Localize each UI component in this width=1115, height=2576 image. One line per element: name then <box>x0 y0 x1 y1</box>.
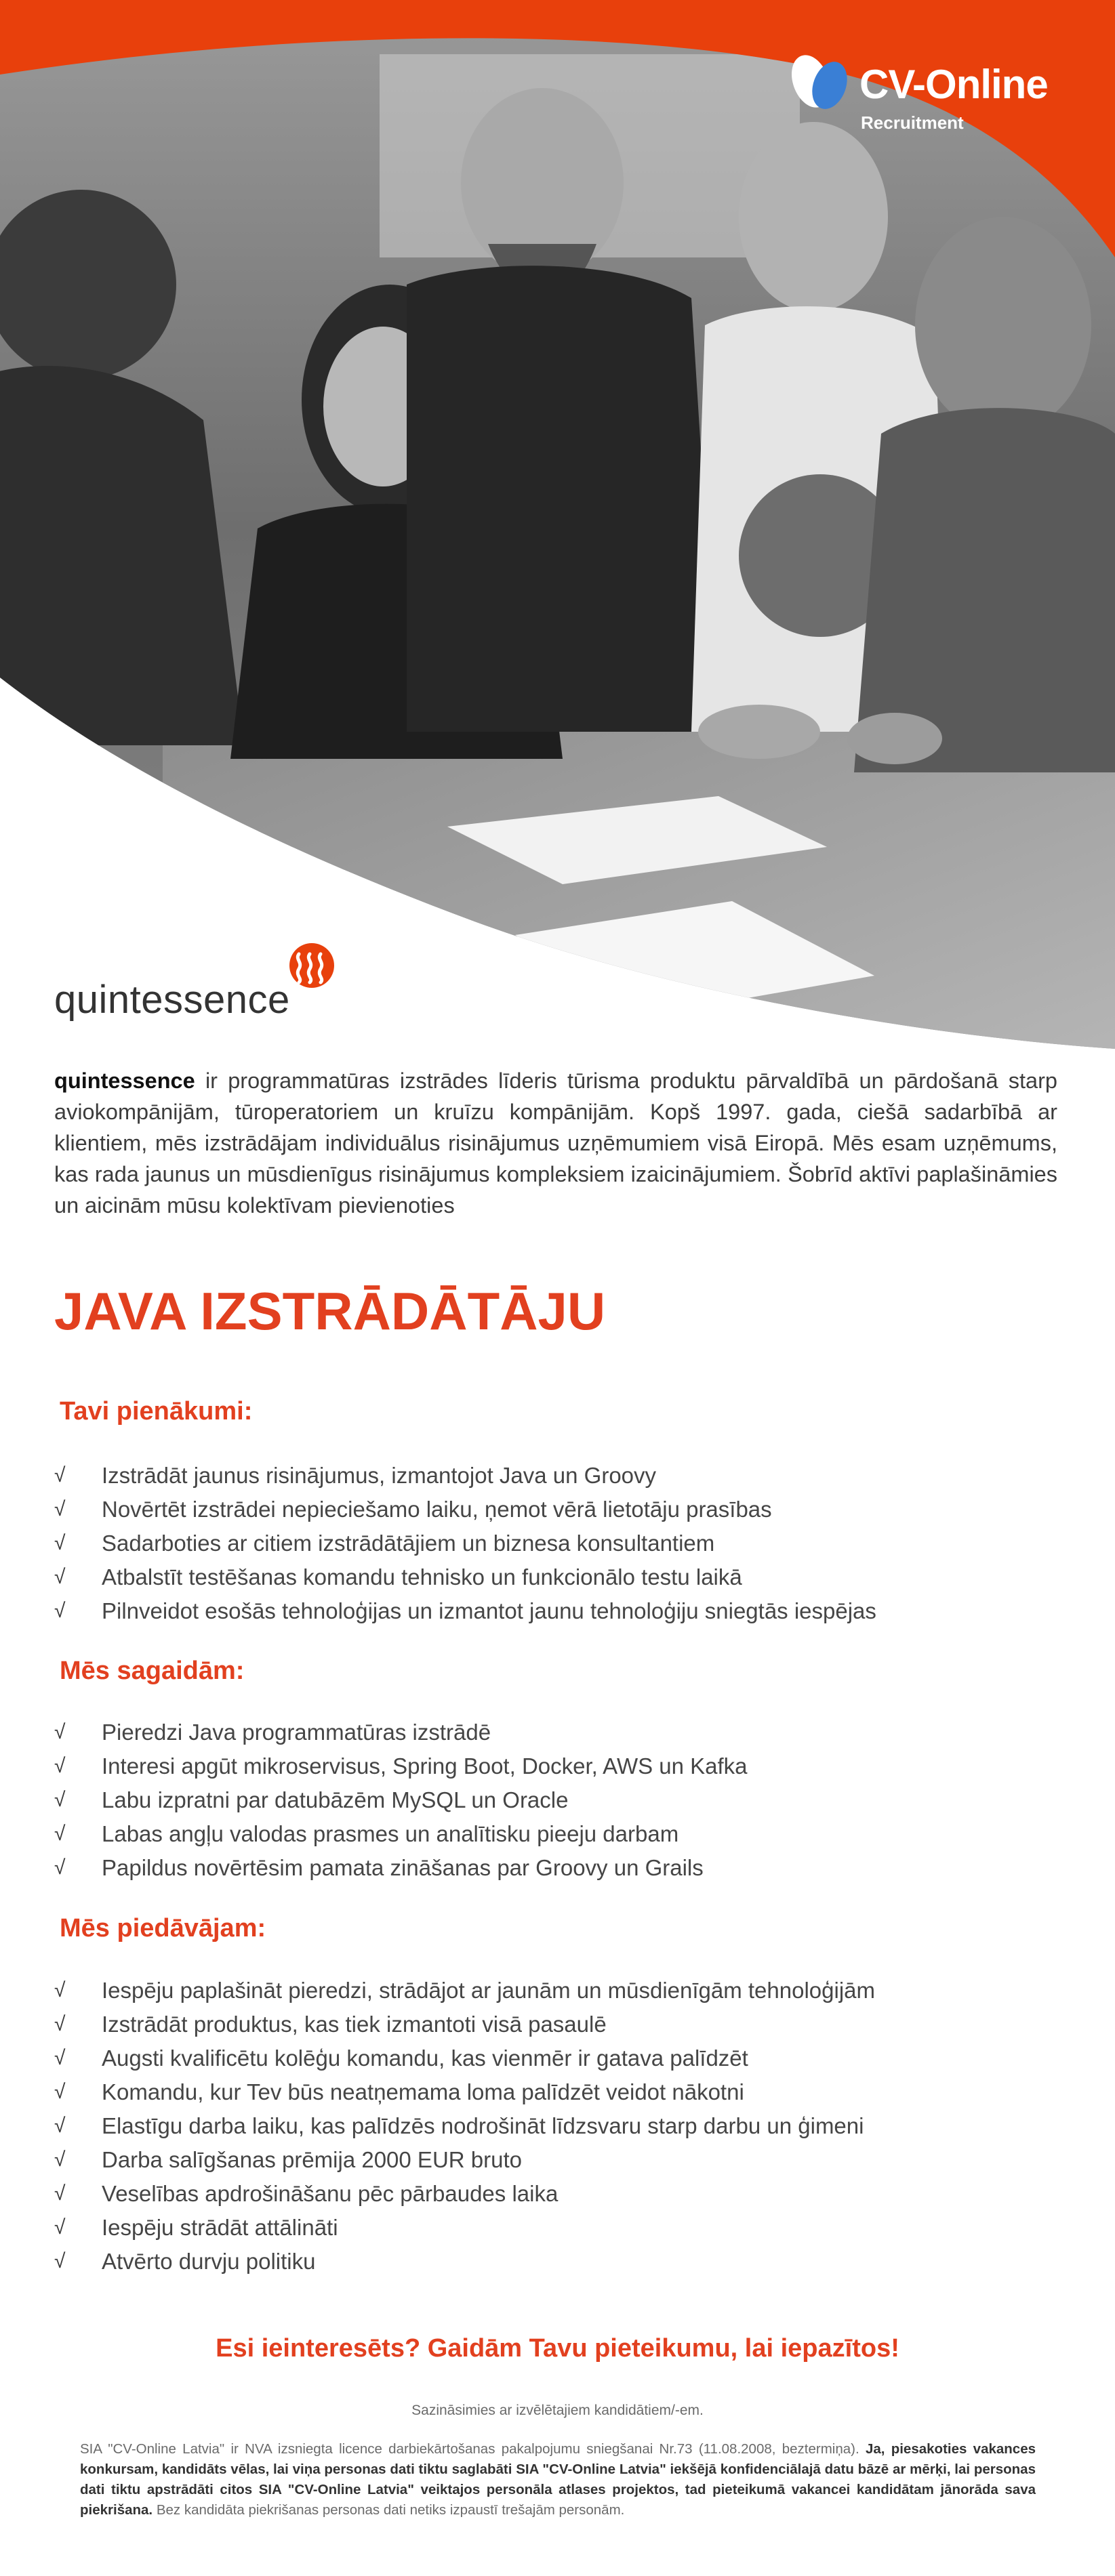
check-icon: √ <box>54 2047 66 2069</box>
check-icon: √ <box>54 1721 66 1743</box>
section-heading-offer: Mēs piedāvājam: <box>60 1914 266 1943</box>
quintessence-logo <box>54 942 380 1030</box>
check-icon: √ <box>54 2115 66 2137</box>
check-icon: √ <box>54 1464 66 1487</box>
check-icon: √ <box>54 1823 66 1845</box>
job-title: JAVA IZSTRĀDĀTĀJU <box>54 1281 606 1341</box>
list-item: √ Izstrādāt jaunus risinājumus, izmantojot Java un Groovy <box>54 1459 1071 1493</box>
hero-banner <box>0 0 1115 1057</box>
list-item: √ Veselības apdrošināšanu pēc pārbaudes laika <box>54 2177 1071 2211</box>
legal-license-text: SIA "CV-Online Latvia" ir NVA izsniegta licence darbiekārtošanas pakalpojumu sniegšanai Nr.73 (11.08.2008, beztermiņa). <box>80 2441 866 2457</box>
list-item: √ Elastīgu darba laiku, kas palīdzēs nodrošināt līdzsvaru starp darbu un ģimeni <box>54 2109 1071 2143</box>
list-item: √ Iespēju paplašināt pieredzi, strādājot ar jaunām un mūsdienīgām tehnoloģijām <box>54 1974 1071 2008</box>
list-item: √ Darba salīgšanas prēmija 2000 EUR bruto <box>54 2143 1071 2177</box>
cv-online-subtitle: Recruitment <box>861 112 964 133</box>
call-to-action: Esi ieinteresēts? Gaidām Tavu pieteikumu, lai iepazītos! <box>216 2334 899 2363</box>
list-item: √ Izstrādāt produktus, kas tiek izmantoti visā pasaulē <box>54 2008 1071 2041</box>
list-item: √ Sadarboties ar citiem izstrādātājiem un biznesa konsultantiem <box>54 1526 1071 1560</box>
list-item: √ Augsti kvalificētu kolēģu komandu, kas vienmēr ir gatava palīdzēt <box>54 2041 1071 2075</box>
hero-graphic <box>0 0 1115 1057</box>
list-item: √ Labu izpratni par datubāzēm MySQL un Oracle <box>54 1783 1071 1817</box>
section-heading-duties: Tavi pienākumi: <box>60 1397 253 1426</box>
requirements-list <box>54 1716 1071 1885</box>
legal-consent-text: Ja, piesakoties vakances konkursam, kandidāts vēlas, lai viņa personas dati tiktu saglabāti SIA "CV-Online Latvia" iekšējā konfidenciālajā datu bāzē ar mērķi, lai personas dati tiktu apstrādāti citos SIA "CV-Online Latvia" veiktajos personāla atlases projektos, tad pieteikumā vakancei kandidātam jānorāda sava piekrišana. <box>80 2441 1036 2518</box>
company-intro-text: ir programmatūras izstrādes līderis tūrisma produktu pārvaldībā un pārdošanā starp aviokompānijām, tūroperatoriem un kruīzu kompānijām. Kopš 1997. gada, ciešā sadarbībā ar klientiem, mēs izstrādājam individuālus risinājumus uzņēmumiem visā Eiropā. Mēs esam uzņēmums, kas rada jaunus un mūsdienīgus risinājumus kompleksiem izaicinājumiem. Šobrīd aktīvi paplašināmies un aicinām mūsu kolektīvam pievienoties <box>54 1068 1057 1218</box>
offer-list <box>54 1974 1071 2279</box>
check-icon: √ <box>54 2081 66 2103</box>
list-item: √ Atbalstīt testēšanas komandu tehnisko un funkcionālo testu laikā <box>54 1560 1071 1594</box>
check-icon: √ <box>54 1856 66 1879</box>
check-icon: √ <box>54 2013 66 2035</box>
list-item: √ Pieredzi Java programmatūras izstrādē <box>54 1716 1071 1749</box>
contact-note: Sazināsimies ar izvēlētajiem kandidātiem/-em. <box>411 2403 704 2418</box>
list-item: √ Labas angļu valodas prasmes un analītisku pieeju darbam <box>54 1817 1071 1851</box>
cv-online-logo-icon <box>786 47 854 115</box>
list-item: √ Komandu, kur Tev būs neatņemama loma palīdzēt veidot nākotni <box>54 2075 1071 2109</box>
company-name: quintessence <box>54 1068 195 1093</box>
list-item: √ Iespēju strādāt attālināti <box>54 2211 1071 2245</box>
check-icon: √ <box>54 1755 66 1777</box>
duties-list <box>54 1459 1071 1628</box>
check-icon: √ <box>54 1532 66 1554</box>
company-intro <box>54 1065 1057 1221</box>
quintessence-name: quintessence <box>54 978 290 1022</box>
team-photo <box>0 0 1115 1057</box>
cv-online-name: CV-Online <box>859 62 1048 107</box>
legal-privacy-text: Bez kandidāta piekrišanas personas dati netiks izpaustī trešajām personām. <box>153 2502 625 2518</box>
legal-footer <box>80 2439 1036 2520</box>
check-icon: √ <box>54 2148 66 2171</box>
list-item: √ Atvērto durvju politiku <box>54 2245 1071 2279</box>
quintessence-logo-icon <box>288 942 336 989</box>
section-heading-requirements: Mēs sagaidām: <box>60 1657 245 1685</box>
check-icon: √ <box>54 1566 66 1588</box>
cv-online-logo <box>786 47 1071 142</box>
check-icon: √ <box>54 2250 66 2272</box>
check-icon: √ <box>54 1498 66 1520</box>
check-icon: √ <box>54 1979 66 2001</box>
check-icon: √ <box>54 2182 66 2205</box>
check-icon: √ <box>54 1789 66 1811</box>
list-item: √ Papildus novērtēsim pamata zināšanas par Groovy un Grails <box>54 1851 1071 1885</box>
list-item: √ Novērtēt izstrādei nepieciešamo laiku, ņemot vērā lietotāju prasības <box>54 1493 1071 1526</box>
list-item: √ Interesi apgūt mikroservisus, Spring Boot, Docker, AWS un Kafka <box>54 1749 1071 1783</box>
list-item: √ Pilnveidot esošās tehnoloģijas un izmantot jaunu tehnoloģiju sniegtās iespējas <box>54 1594 1071 1628</box>
check-icon: √ <box>54 1600 66 1622</box>
check-icon: √ <box>54 2216 66 2239</box>
